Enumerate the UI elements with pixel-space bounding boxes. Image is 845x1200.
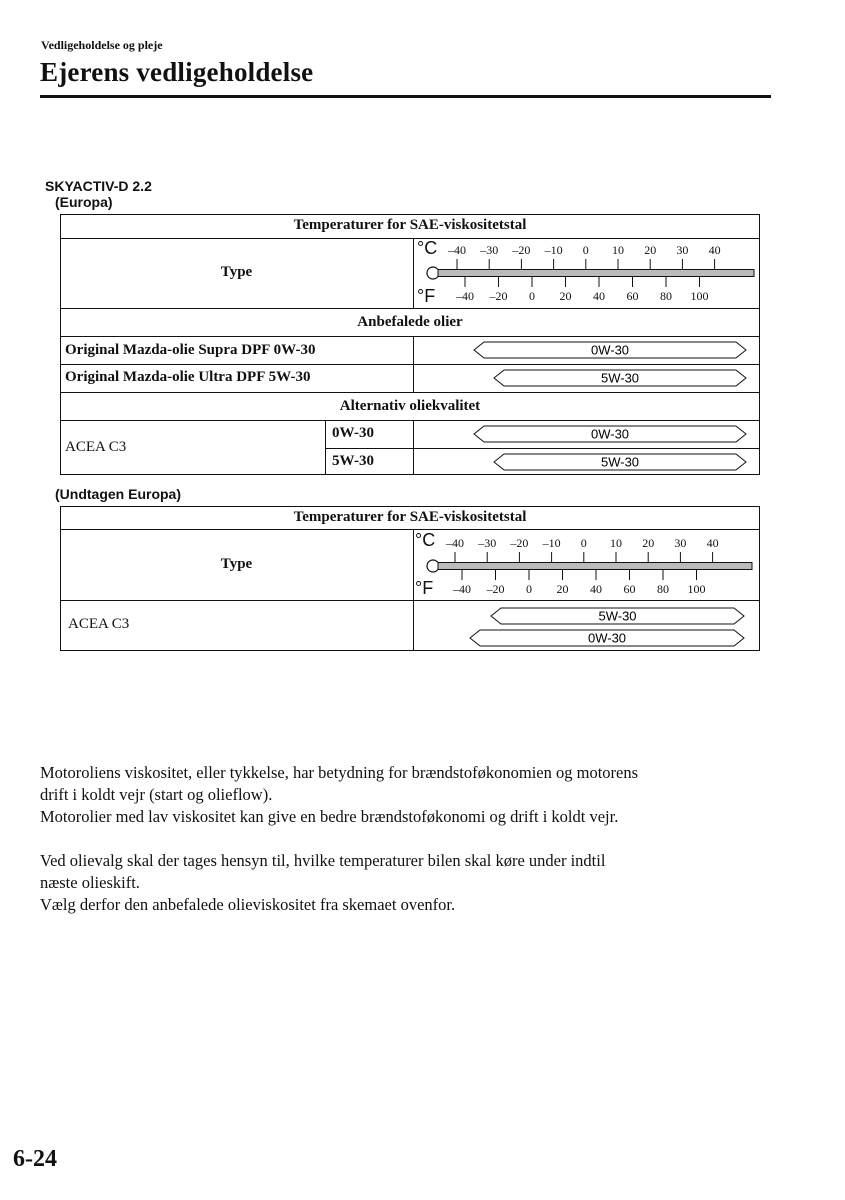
body-line-3: Motorolier med lav viskositet kan give en bedre brændstoføkonomi og drift i koldt vejr. (40, 807, 619, 826)
table2-type-label: Type (220, 556, 253, 572)
scale-tick-label: 60 (626, 289, 639, 303)
scale-tick-label: 20 (644, 243, 657, 257)
scale-tick-label: 30 (674, 536, 687, 550)
scale-tick-label: –40 (456, 289, 474, 303)
table1-unit-c: °C (417, 238, 438, 258)
body-line-5: næste olieskift. (40, 873, 140, 892)
table1-header: Temperaturer for SAE-viskositetstal (293, 217, 527, 233)
page-number: 6-24 (13, 1146, 57, 1172)
scale-tick-label: –10 (542, 536, 561, 550)
scale-tick-label: 0 (526, 582, 532, 596)
scale-tick-label: 10 (610, 536, 622, 550)
alternative-2-label: 5W-30 (600, 454, 640, 470)
table1-region-label: (Europa) (55, 194, 113, 210)
table2-region-label: (Undtagen Europa) (55, 486, 181, 502)
scale-tick-label: 20 (642, 536, 655, 550)
scale-tick-label: 40 (590, 582, 602, 596)
recommended-oil-2: Original Mazda-olie Ultra DPF 5W-30 (65, 369, 311, 385)
scale-tick-label: –20 (510, 536, 529, 550)
scale-tick-label: 30 (676, 243, 689, 257)
table2-unit-f: °F (415, 578, 434, 598)
alternative-grade-2: 5W-30 (332, 453, 374, 469)
table2-grade-2-label: 0W-30 (587, 630, 627, 646)
scale-tick-label: 60 (623, 582, 636, 596)
scale-tick-label: –40 (448, 243, 466, 257)
body-line-2: drift i koldt vejr (start og olieflow). (40, 785, 273, 804)
scale-tick-label: –20 (486, 582, 505, 596)
table2-header: Temperaturer for SAE-viskositetstal (293, 509, 527, 525)
scale-tick-label: –20 (489, 289, 508, 303)
body-line-1: Motoroliens viskositet, eller tykkelse, har betydning for brændstoføkonomien og motorens (40, 763, 639, 782)
table1-type-label: Type (220, 264, 253, 280)
scale-tick-label: 80 (660, 289, 672, 303)
recommended-1-label: 0W-30 (590, 342, 630, 358)
alternative-spec: ACEA C3 (65, 439, 127, 455)
scale-tick-label: 0 (580, 536, 587, 550)
scale-tick-label: 100 (687, 582, 706, 596)
scale-tick-label: –40 (446, 536, 464, 550)
scale-tick-label: 0 (582, 243, 589, 257)
scale-tick-label: 40 (593, 289, 605, 303)
recommended-oil-1: Original Mazda-olie Supra DPF 0W-30 (65, 342, 316, 358)
table2-spec: ACEA C3 (68, 616, 130, 632)
table1-unit-f: °F (417, 286, 436, 306)
alternative-grade-1: 0W-30 (332, 425, 374, 441)
recommended-header: Anbefalede olier (357, 314, 463, 330)
scale-tick-label: 10 (612, 243, 624, 257)
scale-tick-label: 100 (690, 289, 709, 303)
scale-tick-label: 20 (556, 582, 569, 596)
alternative-header: Alternativ oliekvalitet (339, 398, 481, 414)
table2-unit-c: °C (415, 530, 436, 550)
scale-tick-label: 80 (657, 582, 669, 596)
table2-grade-1-label: 5W-30 (598, 608, 637, 624)
scale-tick-label: 0 (529, 289, 535, 303)
scale-tick-label: –30 (480, 243, 499, 257)
page-title: Ejerens vedligeholdelse (40, 57, 314, 87)
scale-tick-label: –20 (512, 243, 531, 257)
body-line-6: Vælg derfor den anbefalede olieviskositet fra skemaet ovenfor. (40, 895, 456, 914)
scale-tick-label: 40 (708, 243, 721, 257)
scale-tick-label: –30 (478, 536, 497, 550)
engine-label: SKYACTIV-D 2.2 (45, 178, 152, 194)
alternative-1-label: 0W-30 (590, 426, 630, 442)
scale-tick-label: 20 (559, 289, 572, 303)
recommended-2-label: 5W-30 (600, 370, 640, 386)
body-line-4: Ved olievalg skal der tages hensyn til, hvilke temperaturer bilen skal køre under indtil (40, 851, 606, 870)
scale-tick-label: –10 (544, 243, 563, 257)
scale-tick-label: 40 (706, 536, 719, 550)
scale-tick-label: –40 (453, 582, 471, 596)
section-label: Vedligeholdelse og pleje (41, 38, 163, 52)
